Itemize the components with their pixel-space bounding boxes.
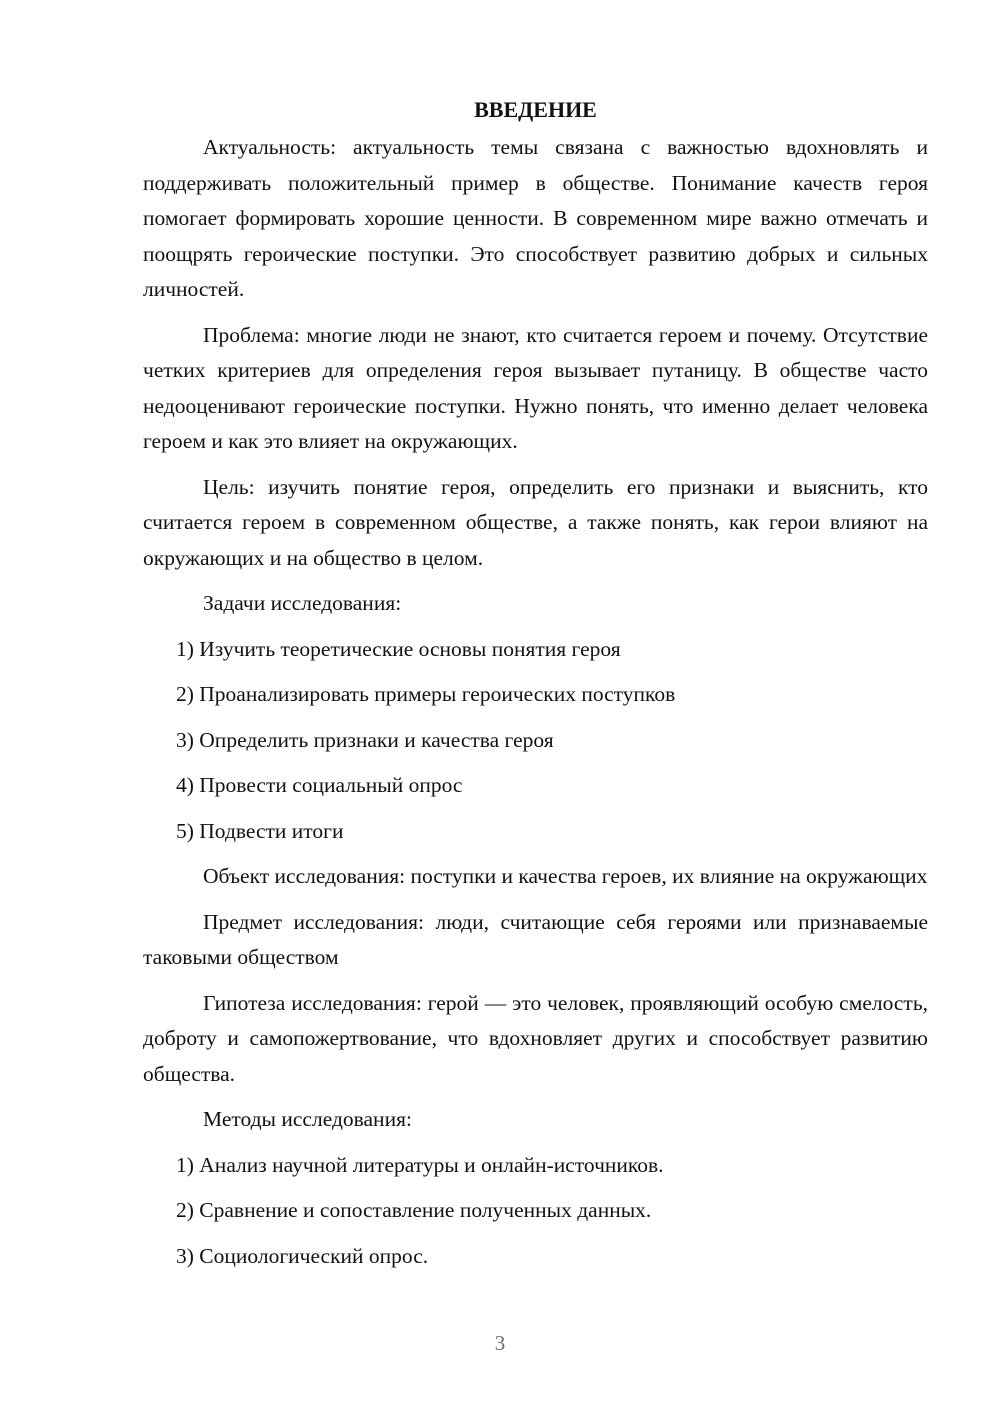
list-item: 4) Провести социальный опрос — [176, 773, 463, 797]
relevance-paragraph: Актуальность: актуальность темы связана с важностью вдохновлять и поддерживать положительный пример в обществе. Понимание качеств героя помогает формировать хорошие ценности. В современном мире важно отмечать и поощрять героические поступки. Это способствует развитию добрых и сильных личностей. — [143, 135, 928, 301]
goal-paragraph: Цель: изучить понятие героя, определить его признаки и выяснить, кто считается героем в современном обществе, а также понять, как герои влияют на окружающих и на общество в целом. — [143, 474, 928, 570]
hypothesis-paragraph: Гипотеза исследования: герой — это человек, проявляющий особую смелость, доброту и самопожертвование, что вдохновляет других и способствует развитию общества. — [143, 990, 928, 1086]
list-item: 3) Определить признаки и качества героя — [176, 727, 554, 752]
problem-paragraph: Проблема: многие люди не знают, кто считается героем и почему. Отсутствие четких критериев для определения героя вызывает путаницу. В обществе часто недооценивают героические поступки. Нужно понять, что именно делает человека героем и как это влияет на окружающих. — [143, 322, 928, 453]
methods-list — [143, 1148, 928, 1275]
tasks-heading: Задачи исследования: — [203, 591, 402, 615]
section-title: ВВЕДЕНИЕ — [474, 97, 597, 122]
object-paragraph: Объект исследования: поступки и качества героев, их влияние на окружающих — [203, 864, 928, 888]
list-item: 2) Сравнение и сопоставление полученных данных. — [176, 1198, 652, 1222]
list-item: 5) Подвести итоги — [176, 818, 344, 843]
methods-heading: Методы исследования: — [203, 1107, 412, 1131]
page-number: 3 — [494, 1331, 506, 1355]
document-page — [143, 92, 928, 1342]
tasks-list — [143, 632, 928, 850]
list-item: 1) Анализ научной литературы и онлайн-источников. — [176, 1152, 664, 1177]
list-item: 3) Социологический опрос. — [176, 1243, 429, 1268]
list-item: 2) Проанализировать примеры героических поступков — [176, 682, 676, 706]
list-item: 1) Изучить теоретические основы понятия героя — [176, 636, 621, 661]
subject-paragraph: Предмет исследования: люди, считающие себя героями или признаваемые таковыми обществом — [143, 909, 928, 969]
